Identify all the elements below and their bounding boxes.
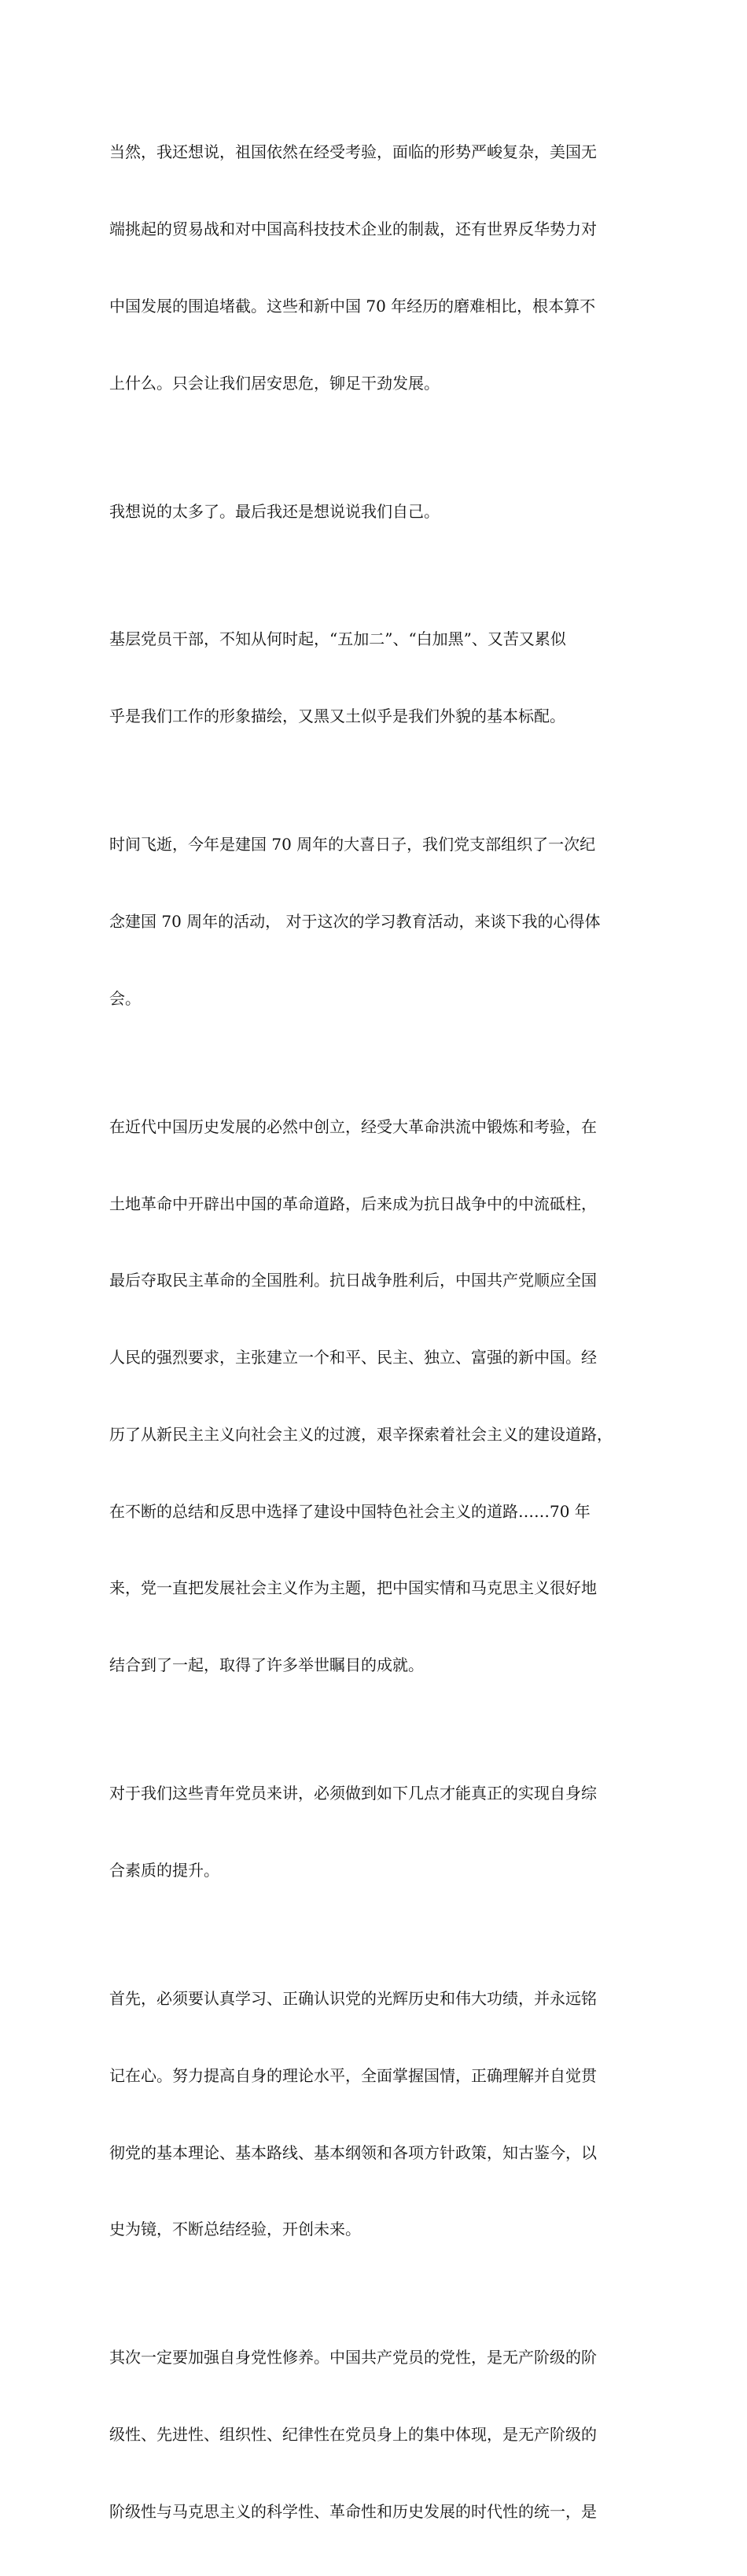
text-line: 结合到了一起，取得了许多举世瞩目的成就。	[109, 1655, 424, 1675]
text-line: 中国发展的围追堵截。这些和新中国 70 年经历的磨难相比，根本算不	[109, 296, 596, 316]
text-line: 当然，我还想说，祖国依然在经受考验，面临的形势严峻复杂，美国无	[109, 142, 597, 162]
paragraph-6	[109, 1729, 644, 1935]
text-line: 历了从新民主主义向社会主义的过渡，艰辛探索着社会主义的建设道路，	[109, 1424, 613, 1444]
text-line: 记在心。努力提高自身的理论水平，全面掌握国情，正确理解并自觉贯	[109, 2065, 597, 2085]
text-line: 端挑起的贸易战和对中国高科技技术企业的制裁，还有世界反华势力对	[109, 219, 597, 238]
text-line: 念建国 70 周年的活动， 对于这次的学习教育活动，来谈下我的心得体	[109, 912, 601, 931]
paragraph-8	[109, 2294, 644, 2576]
text-line: 时间飞逝，今年是建国 70 周年的大喜日子，我们党支部组织了一次纪	[109, 835, 596, 854]
text-line: 最后夺取民主革命的全国胜利。抗日战争胜利后，中国共产党顺应全国	[109, 1271, 597, 1290]
text-line: 彻党的基本理论、基本路线、基本纲领和各项方针政策，知古鉴今，以	[109, 2142, 597, 2162]
paragraph-3	[109, 575, 644, 781]
text-line: 上什么。只会让我们居安思危，铆足干劲发展。	[109, 373, 440, 393]
text-line: 来，党一直把发展社会主义作为主题，把中国实情和马克思主义很好地	[109, 1578, 597, 1598]
text-line: 阶级性与马克思主义的科学性、革命性和历史发展的时代性的统一，是	[109, 2501, 597, 2521]
document-body	[109, 88, 644, 2576]
paragraph-5	[109, 1063, 644, 1729]
text-line: 其次一定要加强自身党性修养。中国共产党员的党性，是无产阶级的阶	[109, 2348, 597, 2367]
text-line: 合素质的提升。	[109, 1860, 219, 1880]
text-line: 在近代中国历史发展的必然中创立，经受大革命洪流中锻炼和考验，在	[109, 1116, 597, 1136]
paragraph-4	[109, 781, 644, 1063]
text-line: 基层党员干部，不知从何时起，“五加二”、“白加黑”、又苦又累似	[109, 629, 566, 649]
text-line: 级性、先进性、组织性、纪律性在党员身上的集中体现，是无产阶级的	[109, 2425, 597, 2445]
paragraph-2	[109, 447, 644, 575]
text-line: 在不断的总结和反思中选择了建设中国特色社会主义的道路……70 年	[109, 1501, 591, 1521]
text-line: 土地革命中开辟出中国的革命道路，后来成为抗日战争中的中流砥柱，	[109, 1194, 597, 1213]
text-line: 对于我们这些青年党员来讲，必须做到如下几点才能真正的实现自身综	[109, 1784, 597, 1803]
text-line: 首先，必须要认真学习、正确认识党的光辉历史和伟大功绩，并永远铭	[109, 1988, 597, 2008]
text-line: 我想说的太多了。最后我还是想说说我们自己。	[109, 501, 440, 521]
text-line: 乎是我们工作的形象描绘，又黑又土似乎是我们外貌的基本标配。	[109, 707, 565, 726]
paragraph-1	[109, 88, 644, 447]
text-line: 会。	[109, 988, 141, 1008]
text-line: 史为镜，不断总结经验，开创未来。	[109, 2220, 361, 2239]
paragraph-7	[109, 1935, 644, 2294]
text-line: 人民的强烈要求，主张建立一个和平、民主、独立、富强的新中国。经	[109, 1348, 597, 1367]
